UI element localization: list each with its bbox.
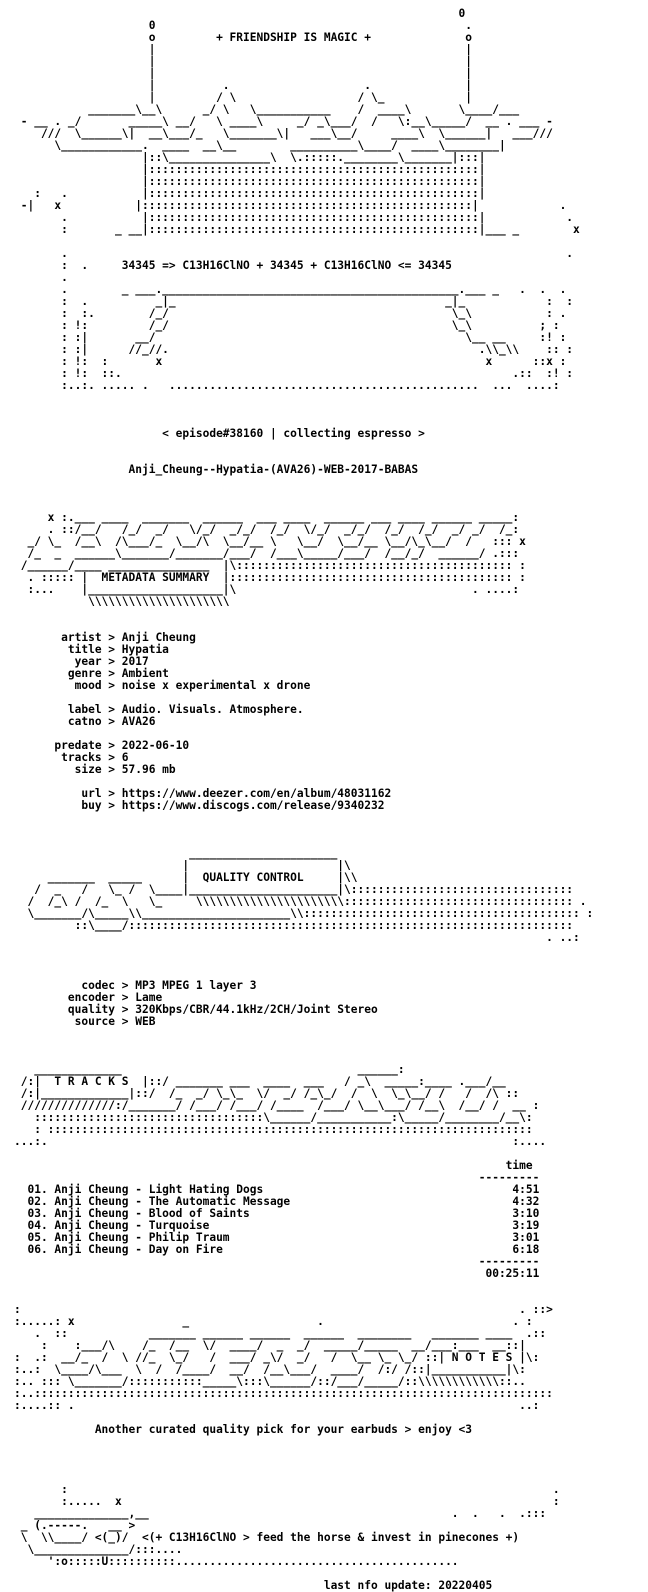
nfo-line: size > 57.96 mb [14,763,176,776]
nfo-line: : .: __/_ / \ //_ \_/ / ___/ _\/ _/ / \__ \_ \_/ ::| N O T E S |\: [14,1351,540,1364]
nfo-line: /:| T R A C K S |::/ _______ ___ ____ ___ / _\ _____:____ .___/__ [14,1075,506,1088]
nfo-line: : . _|_ _|_ : : [14,295,574,308]
nfo-line: /______/____ _______________ |\::::::::::::::::::::::::::::::::::::::::: : [14,559,526,572]
nfo-text [14,7,638,1592]
nfo-line: . _ ___.____________________________________________.___ _ . . . [14,283,567,296]
nfo-line: \\\\\\\\\\\\\\\\\\\\\ [14,595,230,608]
nfo-line: : _ __|:::::::::::::::::::::::::::::::::::::::::::::::::|___ _ x [14,223,580,236]
nfo-line: : . |:::::::::::::::::::::::::::::::::::::::::::::::::| [14,187,486,200]
nfo-line [14,812,638,824]
nfo-line: | |\ [14,859,351,872]
nfo-line: --------- [14,1255,540,1268]
nfo-line: 02. Anji Cheung - The Automatic Message 4:32 [14,1195,540,1208]
nfo-line: : . [14,1483,560,1496]
nfo-line: : !: ::. .:: :! : [14,367,574,380]
nfo-line: buy > https://www.discogs.com/release/9340232 [14,799,385,812]
nfo-line: :... |____________________|\ . ....: [14,583,520,596]
nfo-line: : :___/\ /_ /__ \/ ____/ _ _/ _____/_____ __/___:___ __::| [14,1339,526,1352]
nfo-line: last nfo update: 20220405 [14,1579,493,1592]
nfo-line [14,488,638,500]
nfo-line: url > https://www.deezer.com/en/album/48031162 [14,787,392,800]
nfo-line: . . [14,247,574,260]
nfo-line: | . . | [14,79,473,92]
nfo-line: catno > AVA26 [14,715,156,728]
nfo-line: 01. Anji Cheung - Light Hating Dogs 4:51 [14,1183,540,1196]
nfo-line: : !: /_/ \_\ ; : [14,319,560,332]
nfo-line: \ \\____/ <(_)/ <(+ C13H16ClNO > feed the horse & invest in pinecones +) [14,1531,520,1544]
nfo-line: 05. Anji Cheung - Philip Traum 3:01 [14,1231,540,1244]
nfo-line: artist > Anji Cheung [14,631,196,644]
nfo-line: : !: : x x ::x : [14,355,567,368]
nfo-line [14,476,638,488]
nfo-line: :..: \____/\___ \ / /____/ __/ /__\___/ ____/ /:/ /::|___________|\: [14,1363,526,1376]
nfo-line: Another curated quality pick for your earbuds > enjoy <3 [14,1423,473,1436]
nfo-line [14,1280,638,1292]
nfo-line: . :: _______ ______ ______ ______ ________ _______ ____ .:: [14,1327,547,1340]
nfo-line: - __ . _/ _____\ __/ \ ____\ _/ _\___/ / \:__\_____/ __ . ___ - [14,115,553,128]
nfo-line: ...:. :.... [14,1135,547,1148]
nfo-line: : . ::> [14,1303,553,1316]
nfo-line: genre > Ambient [14,667,169,680]
nfo-line: 06. Anji Cheung - Day on Fire 6:18 [14,1243,540,1256]
nfo-line: source > WEB [14,1015,156,1028]
nfo-line: 00:25:11 [14,1267,540,1280]
nfo-line [14,824,638,836]
nfo-line: < episode#38160 | collecting espresso > [14,427,425,440]
nfo-line: 03. Anji Cheung - Blood of Saints 3:10 [14,1207,540,1220]
nfo-line: _/ \_ /__\ /\___/_ \__/\ \__/__ \ \__/ \__/__ \__/\_\__/ / ::: x [14,535,526,548]
nfo-line: ::\____/:::::::::::::::::::::::::::::::::::::::::::::::::::::::::::::::::: [14,919,574,932]
nfo-line [14,1040,638,1052]
nfo-line: /// \______\| __\___/_ \_______\| ___\__/ ____\ \______| ___/// [14,127,553,140]
nfo-line: --------- [14,1171,540,1184]
nfo-line: Anji_Cheung--Hypatia-(AVA26)-WEB-2017-BABAS [14,463,419,476]
nfo-line [14,1448,638,1460]
nfo-line: |:::::::::::::::::::::::::::::::::::::::::::::::::| [14,175,486,188]
nfo-line: : :. /_/ \_\ : . [14,307,567,320]
nfo-line: :..:. ..... . .............................................. ... ....: [14,379,560,392]
nfo-line: quality > 320Kbps/CBR/44.1kHz/2CH/Joint Stereo [14,1003,378,1016]
nfo-line: : . 34345 => C13H16ClNO + 34345 + C13H16ClNO <= 34345 [14,259,452,272]
nfo-line: ______________________ [14,847,338,860]
nfo-line: ::::::::::::::::::::::::::::::::::\______/___________:\_____/________/__\: [14,1111,533,1124]
nfo-line: | | [14,55,473,68]
nfo-line: 0 [14,7,466,20]
nfo-line [14,956,638,968]
nfo-line: |:::::::::::::::::::::::::::::::::::::::::::::::::| [14,163,486,176]
nfo-line: title > Hypatia [14,643,169,656]
nfo-line: . ..: [14,931,580,944]
nfo-line: :.....: x _ . . : [14,1315,533,1328]
nfo-line: . ::/__/ /_/ _/ \/_/ _/_/ /_/ \/_/ _/_/ /_/ /_/ _/ _/ /_: [14,523,520,536]
nfo-line: : :| //_//. .\\_\\ :: : [14,343,574,356]
nfo-line: encoder > Lame [14,991,163,1004]
nfo-line: | | [14,67,473,80]
nfo-line: _____________ ______: [14,1063,405,1076]
nfo-line [14,404,638,416]
nfo-line [14,1436,638,1448]
nfo-line: year > 2017 [14,655,149,668]
nfo-line: \____________. ____ __\__ __________\____/ ____\________| [14,139,506,152]
nfo-line: x :.___ ____ _______ ______ ___ ____ ______ ___ ____ ______ _____: [14,511,520,524]
nfo-line: | / \ / \_ | [14,91,473,104]
nfo-line: |::\_______________\ \.:::::.________\_______|:::| [14,151,486,164]
nfo-line: time [14,1159,533,1172]
nfo-line [14,392,638,404]
nfo-line: predate > 2022-06-10 [14,739,190,752]
nfo-line [14,608,638,620]
nfo-line: /_ _ ______\_______/_______/___/ /___\_____/___/ /__/_/ ______/ .::: [14,547,526,560]
nfo-line: :....:: . ..: [14,1399,540,1412]
nfo-line: : :::::::::::::::::::::::::::::::::::::::::::::::::::::::::::::::::::::::: [14,1123,533,1136]
nfo-line [14,1460,638,1472]
nfo-line: /:|_____________|::/ /_ _/ \_\_ \/ _/ /_\_/ / \ \_\__/ / / /\ :: [14,1087,520,1100]
nfo-line: ______________,__ . . . .::: [14,1507,547,1520]
nfo-line: : :| __/ \__ __ :! : [14,331,567,344]
nfo-line: o + FRIENDSHIP IS MAGIC + o [14,31,473,44]
nfo-line: \_______/\_____\\______________________\\::::::::::::::::::::::::::::::::::::::::: : [14,907,594,920]
nfo-line: -| x |:::::::::::::::::::::::::::::::::::::::::::::::::| . [14,199,567,212]
nfo-line [14,944,638,956]
nfo-line: 04. Anji Cheung - Turquoise 3:19 [14,1219,540,1232]
nfo-line: . |:::::::::::::::::::::::::::::::::::::::::::::::::| . [14,211,574,224]
nfo-line: :.. ::: \_______/:::::::::::_____\:::\______/::/___/_____/::\\\\\\\\\\\\::.. [14,1375,526,1388]
nfo-line: //////////////:/_______/ /___/ /___/ /____ /___/ \__\___/ /__\ /__/ / __ : [14,1099,540,1112]
nfo-line: mood > noise x experimental x drone [14,679,311,692]
nfo-line: codec > MP3 MPEG 1 layer 3 [14,979,257,992]
nfo-line: _______\__\ _/ \ \___________ / ____\ \____/___ [14,103,520,116]
nfo-line: | | [14,43,473,56]
nfo-line: / /_\ / /_ \ \_ \\\\\\\\\\\\\\\\\\\\\\:::::::::::::::::::::::::::::::::: . [14,895,587,908]
nfo-line: :..::::::::::::::::::::::::::::::::::::::::::::::::::::::::::::::::::::::::::::: [14,1387,553,1400]
nfo-line: _______ _____ | QUALITY CONTROL |\\ [14,871,358,884]
nfo-line: _ (.-----. __ > [14,1519,136,1532]
nfo-line: label > Audio. Visuals. Atmosphere. [14,703,304,716]
nfo-line [14,440,638,452]
nfo-line: :..... x : [14,1495,560,1508]
nfo-line [14,1028,638,1040]
nfo-line: 0 . [14,19,473,32]
nfo-line: / _ / \_ / \____|______________________|\::::::::::::::::::::::::::::::::: [14,883,574,896]
nfo-line: \______________/:::.... [14,1543,183,1556]
nfo-line: ':o:::::U::::::::::.......................................... [14,1555,459,1568]
nfo-line: . ::::: | METADATA SUMMARY |:::::::::::::::::::::::::::::::::::::::::: : [14,571,526,584]
nfo-line: tracks > 6 [14,751,129,764]
nfo-line: . [14,271,68,284]
